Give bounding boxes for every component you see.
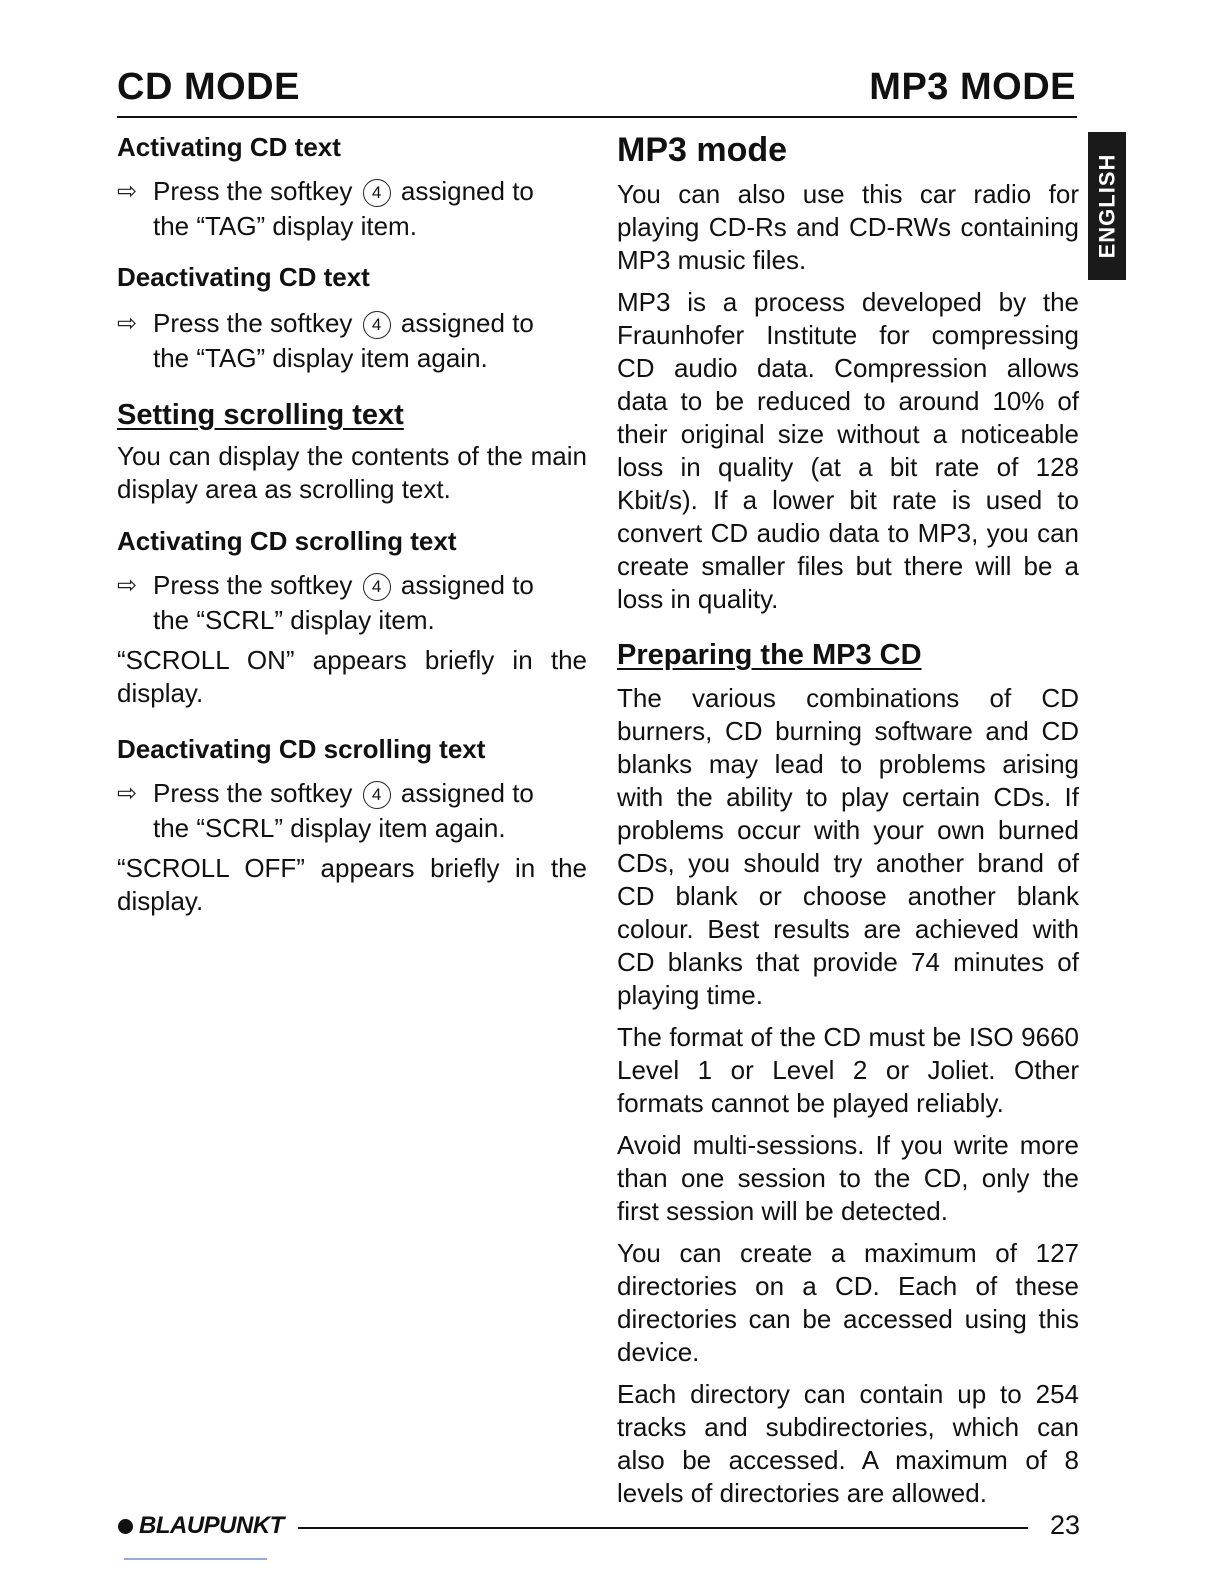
activating-cd-text-heading: Activating CD text <box>117 132 341 162</box>
softkey-4-icon: 4 <box>363 311 391 339</box>
arrow-icon: ⇨ <box>117 780 138 807</box>
language-tab <box>1088 132 1126 280</box>
deactivating-scrolling-heading: Deactivating CD scrolling text <box>117 734 486 764</box>
footer-rule <box>298 1527 1028 1529</box>
scan-mark <box>124 1558 267 1560</box>
deactivating-cd-text-instruction: ⇨ Press the softkey 4 assigned to the “TAG” display item again. <box>117 308 534 373</box>
mp3-mode-heading: MP3 mode <box>617 131 788 169</box>
activating-scrolling-heading: Activating CD scrolling text <box>117 526 457 556</box>
arrow-icon: ⇨ <box>117 572 138 599</box>
activating-scrolling-result: “SCROLL ON” appears briefly in the display. <box>117 645 587 708</box>
tracks-paragraph: Each directory can contain up to 254 tracks and subdirectories, which can also be accessed. A maximum of 8 levels of directories are allowed. <box>617 1379 1079 1508</box>
softkey-4-icon: 4 <box>363 781 391 809</box>
left-column <box>117 130 587 918</box>
activating-scrolling-instruction: ⇨ Press the softkey 4 assigned to the “SCRL” display item. <box>117 570 534 635</box>
header-rule <box>117 116 1077 118</box>
language-tab-label: ENGLISH <box>1094 153 1120 259</box>
softkey-4-icon: 4 <box>363 573 391 601</box>
mp3-process-paragraph: MP3 is a process developed by the Fraunhofer Institute for compressing CD audio data. Compression allows data to be reduced to around 10% of their original size without a noticeable loss in quality (at a bit rate of 128 Kbit/s). If a lower bit rate is used to convert CD audio data to MP3, you can create smaller files but there will be a loss in quality. <box>617 287 1079 614</box>
page-number: 23 <box>1050 1510 1081 1540</box>
deactivating-scrolling-instruction: ⇨ Press the softkey 4 assigned to the “SCRL” display item again. <box>117 778 534 843</box>
setting-scrolling-text-paragraph: You can display the contents of the main display area as scrolling text. <box>117 441 587 504</box>
brand-dot-icon <box>118 1519 133 1534</box>
burner-combinations-paragraph: The various combinations of CD burners, CD burning software and CD blanks may lead to problems arising with the ability to play certain CDs. If problems occur with your own burned CDs, you should try another brand of CD blank or choose another blank colour. Best results are achieved with CD blanks that provide 74 minutes of playing time. <box>617 683 1079 1010</box>
mp3-intro-paragraph: You can also use this car radio for playing CD-Rs and CD-RWs containing MP3 music files. <box>617 179 1079 275</box>
setting-scrolling-text-heading: Setting scrolling text <box>117 399 404 431</box>
arrow-icon: ⇨ <box>117 310 138 337</box>
right-column <box>617 130 1079 1510</box>
activating-cd-text-instruction: ⇨ Press the softkey 4 assigned to the “TAG” display item. <box>117 176 534 241</box>
header-right-title: MP3 MODE <box>869 66 1076 108</box>
header-left-title: CD MODE <box>117 66 300 108</box>
directories-paragraph: You can create a maximum of 127 directories on a CD. Each of these directories can be accessed using this device. <box>617 1238 1079 1367</box>
deactivating-cd-text-heading: Deactivating CD text <box>117 262 370 292</box>
preparing-mp3-cd-heading: Preparing the MP3 CD <box>617 639 922 671</box>
multi-session-paragraph: Avoid multi-sessions. If you write more than one session to the CD, only the first session will be detected. <box>617 1130 1079 1226</box>
cd-format-paragraph: The format of the CD must be ISO 9660 Level 1 or Level 2 or Joliet. Other formats cannot be played reliably. <box>617 1022 1079 1118</box>
arrow-icon: ⇨ <box>117 178 138 205</box>
brand-name: BLAUPUNKT <box>139 1512 284 1539</box>
deactivating-scrolling-result: “SCROLL OFF” appears briefly in the display. <box>117 853 587 916</box>
footer-brand <box>118 1512 284 1540</box>
softkey-4-icon: 4 <box>363 179 391 207</box>
